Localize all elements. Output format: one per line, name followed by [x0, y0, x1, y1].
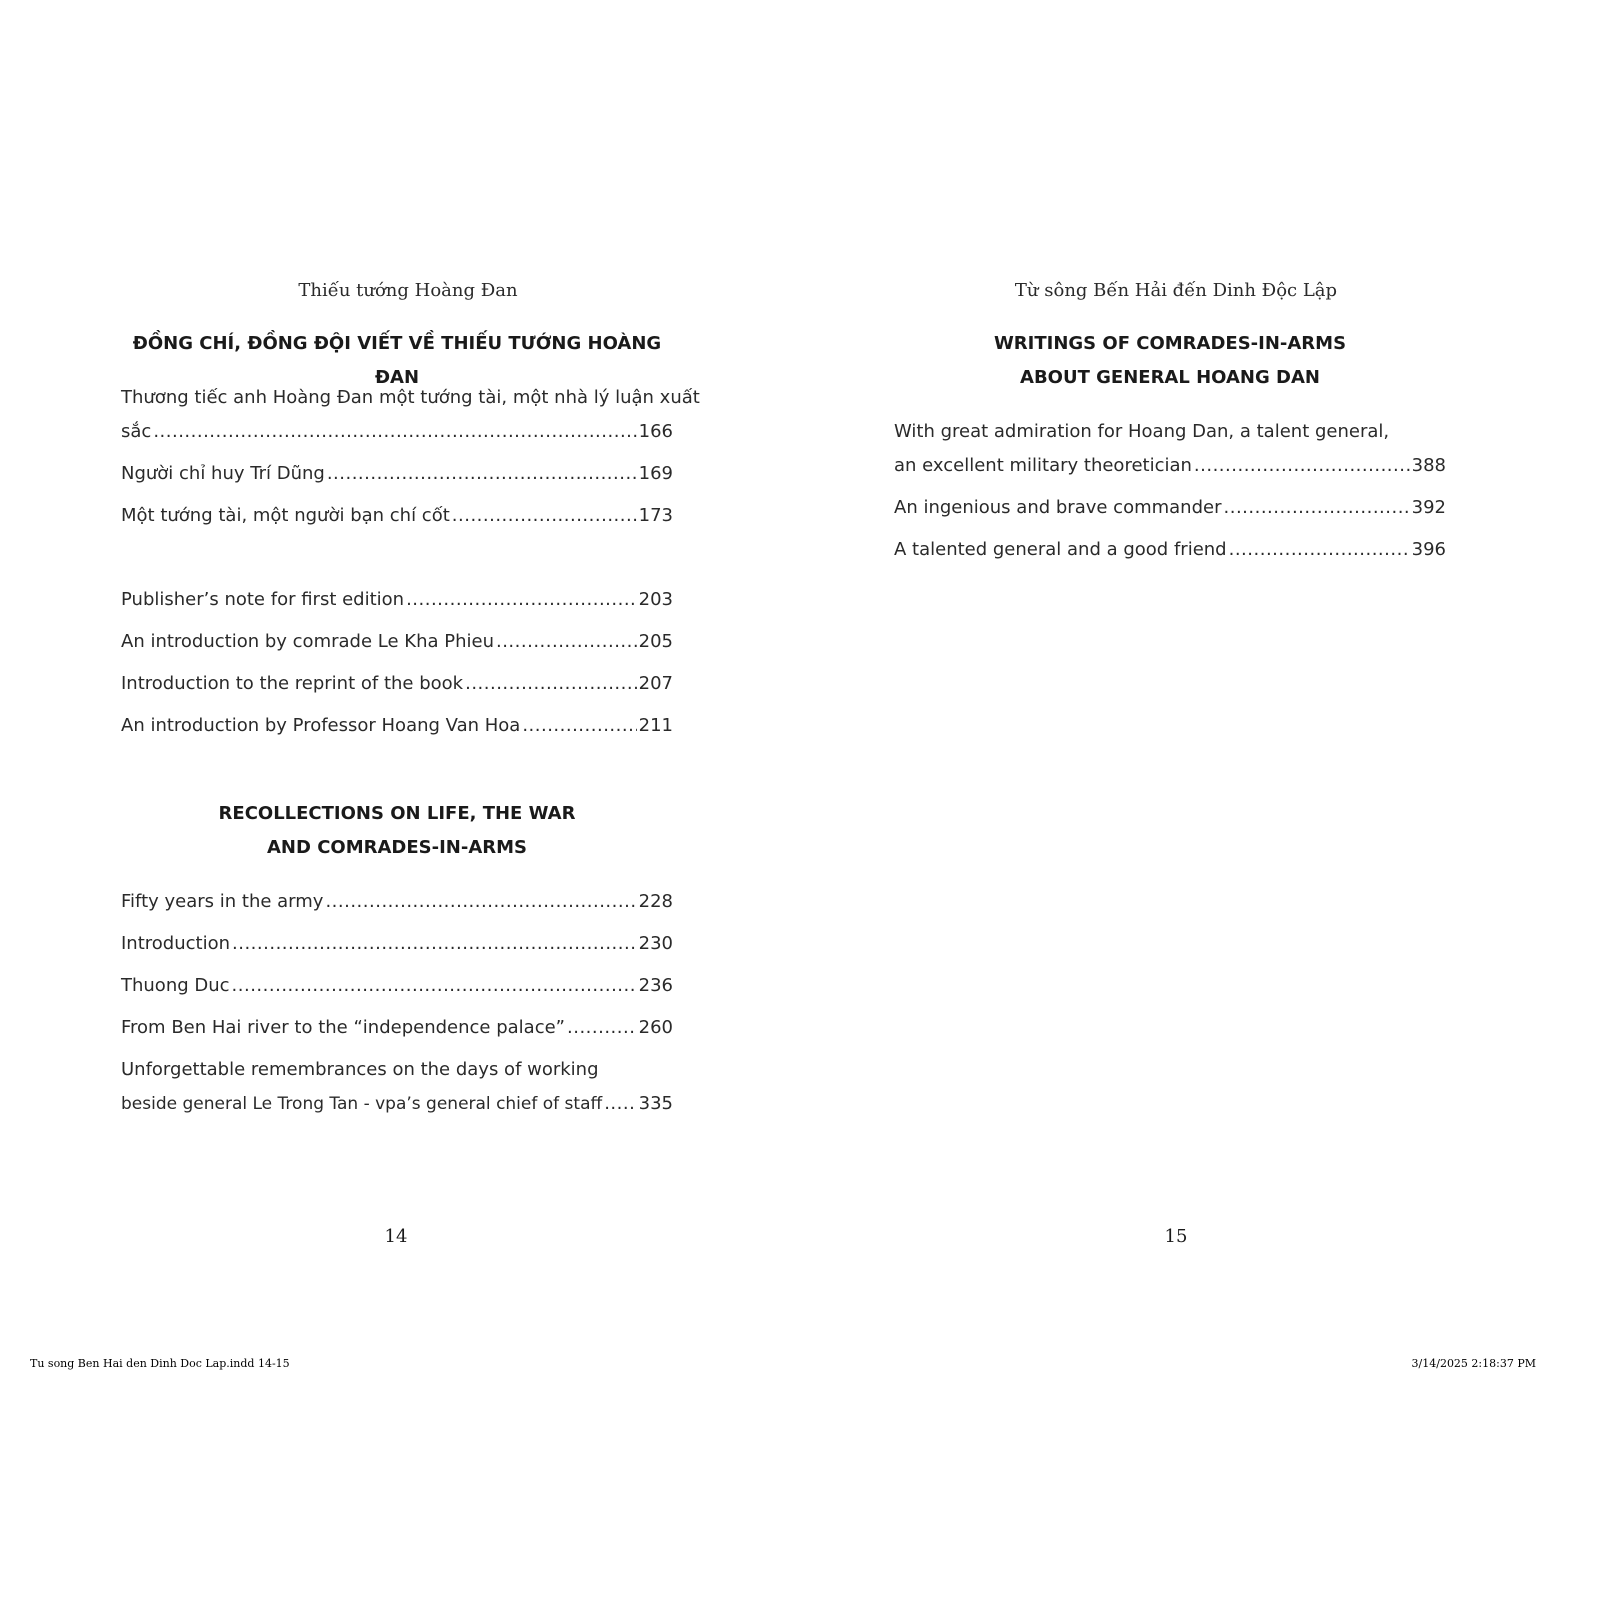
right-toc: [894, 415, 1446, 575]
toc-entry: [121, 499, 673, 533]
right-page-number: 15: [1164, 1226, 1188, 1247]
toc-entry-title: From Ben Hai river to the “independence palace”: [121, 1017, 565, 1038]
toc-dot-leader: [604, 1087, 636, 1121]
toc-entry: [121, 885, 673, 919]
toc-entry-line1: With great admiration for Hoang Dan, a talent general,: [894, 421, 1390, 442]
toc-entry-page: 207: [638, 673, 673, 694]
toc-entry-page: 396: [1411, 539, 1446, 560]
left-page-number: 14: [384, 1226, 408, 1247]
toc-entry: [121, 709, 673, 743]
toc-entry-title: An ingenious and brave commander: [894, 497, 1222, 518]
toc-entry-title: beside general Le Trong Tan - vpa’s general chief of staff: [121, 1094, 603, 1114]
toc-entry-line1: Unforgettable remembrances on the days of working: [121, 1059, 599, 1080]
left-page: [0, 0, 800, 1300]
right-running-head: Từ sông Bến Hải đến Dinh Độc Lập: [1014, 280, 1338, 301]
toc-entry: [894, 415, 1446, 483]
toc-entry-page: 205: [638, 631, 673, 652]
toc-entry-title: Introduction to the reprint of the book: [121, 673, 464, 694]
toc-entry-page: 173: [638, 505, 673, 526]
left-section1-toc: [121, 381, 700, 541]
toc-entry-page: 392: [1411, 497, 1446, 518]
toc-entry-title: An introduction by Professor Hoang Van Hoa: [121, 715, 521, 736]
toc-entry-page: 236: [638, 975, 673, 996]
toc-entry-page: 230: [638, 933, 673, 954]
toc-entry: [121, 969, 673, 1003]
toc-entry-title: Introduction: [121, 933, 231, 954]
toc-entry-title: Publisher’s note for first edition: [121, 589, 405, 610]
toc-dot-leader: [522, 709, 636, 743]
toc-dot-leader: [232, 927, 637, 961]
slug-filename: Tu song Ben Hai den Dinh Doc Lap.indd 14-15: [30, 1357, 290, 1370]
toc-dot-leader: [452, 499, 637, 533]
toc-entry: [894, 491, 1446, 525]
toc-entry-line1: Thương tiếc anh Hoàng Đan một tướng tài, một nhà lý luận xuất: [121, 387, 700, 408]
toc-dot-leader: [153, 415, 636, 449]
toc-entry: [121, 625, 673, 659]
toc-entry-title: An introduction by comrade Le Kha Phieu: [121, 631, 494, 652]
toc-entry-page: 211: [638, 715, 673, 736]
toc-entry-page: 260: [638, 1017, 673, 1038]
section-title-line: RECOLLECTIONS ON LIFE, THE WAR: [218, 803, 576, 824]
toc-dot-leader: [406, 583, 637, 617]
toc-dot-leader: [1229, 533, 1410, 567]
section-title-line: AND COMRADES-IN-ARMS: [267, 837, 527, 858]
toc-entry-page: 203: [638, 589, 673, 610]
section-title-line: ABOUT GENERAL HOANG DAN: [1020, 367, 1320, 388]
toc-entry: [121, 927, 673, 961]
left-section3-toc: [121, 885, 673, 1129]
toc-entry-title: an excellent military theoretician: [894, 455, 1192, 476]
toc-entry-title: Fifty years in the army: [121, 891, 324, 912]
toc-entry: [121, 381, 700, 449]
toc-entry-title: Một tướng tài, một người bạn chí cốt: [121, 505, 450, 526]
toc-entry: [121, 583, 673, 617]
toc-entry: [121, 667, 673, 701]
slug-timestamp: 3/14/2025 2:18:37 PM: [1411, 1357, 1536, 1370]
toc-entry: [121, 1053, 673, 1121]
toc-entry-page: 166: [638, 421, 673, 442]
toc-entry-title: Thuong Duc: [121, 975, 230, 996]
left-section2-toc: [121, 583, 673, 751]
toc-entry-page: 169: [638, 463, 673, 484]
toc-dot-leader: [1224, 491, 1410, 525]
toc-entry-page: 228: [638, 891, 673, 912]
toc-dot-leader: [325, 885, 636, 919]
right-section-title: [894, 327, 1446, 395]
toc-dot-leader: [567, 1011, 637, 1045]
toc-entry-title: Người chỉ huy Trí Dũng: [121, 463, 325, 484]
toc-dot-leader: [1194, 449, 1410, 483]
toc-entry: [121, 1011, 673, 1045]
toc-entry-title: A talented general and a good friend: [894, 539, 1227, 560]
right-page: [800, 0, 1600, 1300]
toc-entry: [894, 533, 1446, 567]
toc-entry-title: sắc: [121, 421, 152, 442]
left-section1-title: ĐỒNG CHÍ, ĐỒNG ĐỘI VIẾT VỀ THIẾU TƯỚNG HOÀNG ĐAN: [132, 333, 662, 388]
toc-entry-page: 388: [1411, 455, 1446, 476]
toc-entry: [121, 457, 673, 491]
toc-dot-leader: [496, 625, 637, 659]
toc-dot-leader: [327, 457, 637, 491]
left-running-head: Thiếu tướng Hoàng Đan: [298, 280, 518, 301]
section-title-line: WRITINGS OF COMRADES-IN-ARMS: [993, 333, 1347, 354]
toc-dot-leader: [465, 667, 637, 701]
toc-entry-page: 335: [638, 1093, 673, 1114]
left-section3-title: [121, 797, 673, 865]
toc-dot-leader: [232, 969, 637, 1003]
